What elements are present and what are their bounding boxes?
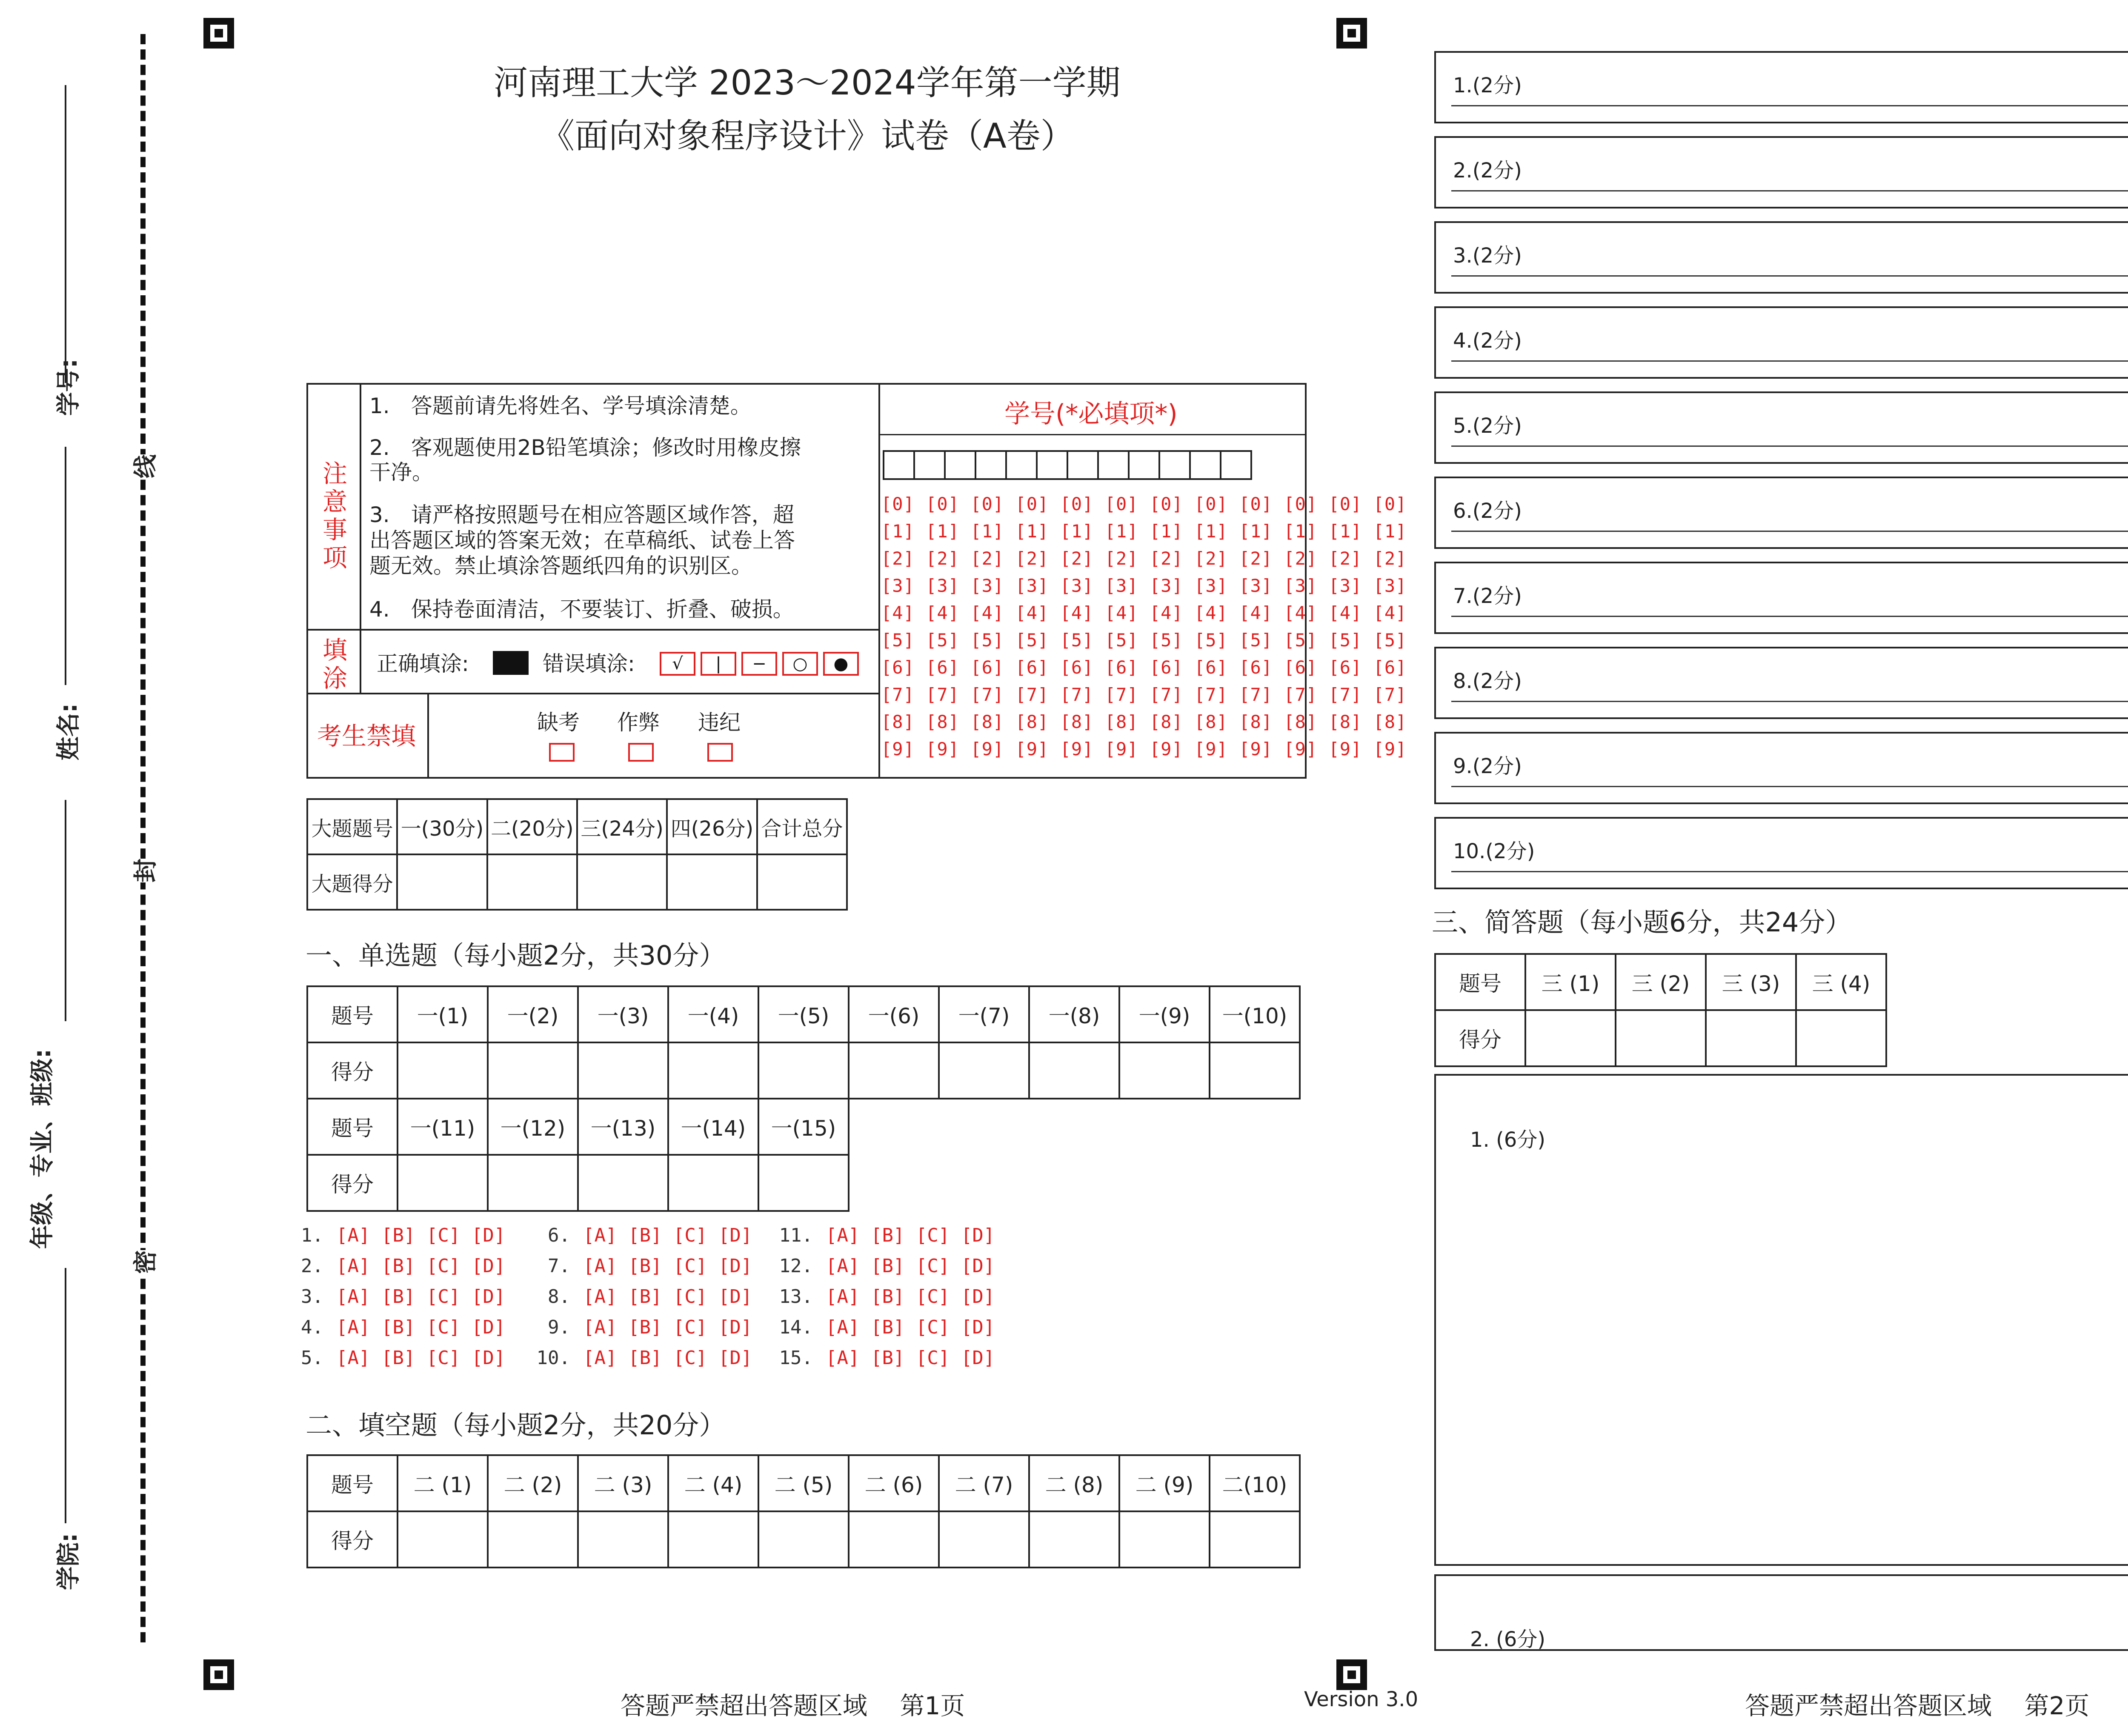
question-number-cell: 一(14) bbox=[668, 1099, 758, 1155]
score-summary-table bbox=[306, 798, 848, 911]
binding-dashed-line bbox=[140, 34, 146, 1642]
section1-score-table bbox=[306, 985, 1301, 1099]
choice-options[interactable]: [A] [B] [C] [D] bbox=[583, 1255, 752, 1277]
score-label-cell: 得分 bbox=[307, 1511, 398, 1568]
choice-item[interactable] bbox=[528, 1286, 752, 1308]
fill-side-label bbox=[320, 636, 350, 692]
choice-number: 15. bbox=[779, 1347, 813, 1369]
choice-options[interactable]: [A] [B] [C] [D] bbox=[826, 1347, 995, 1369]
seal-char-line: 线 bbox=[124, 454, 163, 478]
question-number-cell: 一(2) bbox=[488, 986, 578, 1042]
choice-item[interactable] bbox=[281, 1316, 505, 1338]
student-id-digit-row[interactable]: [9] [9] [9] [9] [9] [9] [9] [9] [9] [9] [9] [9] bbox=[881, 739, 1407, 760]
fill-answer-rule bbox=[1451, 275, 2128, 277]
question-number-cell: 二 (9) bbox=[1119, 1455, 1210, 1511]
question-number-cell: 二 (6) bbox=[849, 1455, 939, 1511]
score-cell[interactable] bbox=[578, 1155, 668, 1211]
summary-header-cell: 三(24分) bbox=[577, 799, 667, 854]
student-id-cell[interactable] bbox=[1097, 450, 1130, 480]
choice-options[interactable]: [A] [B] [C] [D] bbox=[826, 1255, 995, 1277]
choice-number: 14. bbox=[779, 1316, 813, 1338]
choice-number: 12. bbox=[779, 1255, 813, 1277]
section1-score-table-2 bbox=[306, 1098, 849, 1212]
student-id-cell[interactable] bbox=[1036, 450, 1068, 480]
fill-answer-box[interactable] bbox=[1434, 732, 2128, 804]
choice-number: 7. bbox=[548, 1255, 570, 1277]
fill-answer-label: 9.(2分) bbox=[1453, 754, 1522, 778]
cheat-label: 作弊 bbox=[617, 710, 660, 735]
fill-answer-rule bbox=[1451, 701, 2128, 702]
score-cell[interactable] bbox=[1119, 1042, 1210, 1099]
summary-header-cell: 大题题号 bbox=[307, 799, 397, 854]
notice-item-2: 2. 客观题使用2B铅笔填涂；修改时用橡皮擦 bbox=[369, 435, 801, 460]
question-number-cell: 二 (7) bbox=[939, 1455, 1029, 1511]
class-line bbox=[65, 800, 66, 1021]
score-cell[interactable] bbox=[849, 1511, 939, 1568]
absent-label: 缺考 bbox=[537, 710, 580, 735]
score-cell[interactable] bbox=[1706, 1010, 1796, 1066]
summary-score-cell[interactable] bbox=[487, 854, 577, 910]
corner-marker-icon bbox=[203, 1659, 234, 1690]
notice-item-3c: 题无效。禁止填涂答题纸四角的识别区。 bbox=[369, 554, 752, 578]
student-id-rule bbox=[879, 434, 1307, 435]
score-cell[interactable] bbox=[398, 1511, 488, 1568]
question-number-cell: 二 (3) bbox=[578, 1455, 668, 1511]
question-number-cell: 一(8) bbox=[1029, 986, 1119, 1042]
score-cell[interactable] bbox=[1029, 1511, 1119, 1568]
question-number-cell: 二 (2) bbox=[488, 1455, 578, 1511]
question-number-cell: 题号 bbox=[1435, 954, 1525, 1010]
summary-header-cell: 四(26分) bbox=[667, 799, 757, 854]
seal-char-secret: 密 bbox=[124, 1250, 163, 1274]
violation-label: 违纪 bbox=[698, 710, 741, 735]
fill-answer-label: 2.(2分) bbox=[1453, 159, 1522, 183]
student-id-digit-row[interactable]: [1] [1] [1] [1] [1] [1] [1] [1] [1] [1] [1] [1] bbox=[881, 521, 1407, 542]
fill-answer-rule bbox=[1451, 105, 2128, 106]
choice-item[interactable] bbox=[528, 1347, 752, 1369]
question-number-cell: 题号 bbox=[307, 986, 398, 1042]
question-number-cell: 题号 bbox=[307, 1455, 398, 1511]
choice-options[interactable]: [A] [B] [C] [D] bbox=[336, 1347, 506, 1369]
footer-version: Version 3.0 bbox=[1304, 1687, 1419, 1711]
corner-marker-icon bbox=[1336, 18, 1367, 49]
score-cell[interactable] bbox=[398, 1155, 488, 1211]
fill-answer-label: 8.(2分) bbox=[1453, 669, 1522, 693]
question-number-cell: 一(7) bbox=[939, 986, 1029, 1042]
wrong-sample-dash: − bbox=[741, 652, 777, 676]
choice-number: 11. bbox=[779, 1225, 813, 1246]
choice-number: 10. bbox=[536, 1347, 570, 1369]
name-line bbox=[65, 447, 66, 685]
choice-item[interactable] bbox=[770, 1255, 995, 1277]
choice-item[interactable] bbox=[281, 1286, 505, 1308]
fill-answer-box[interactable] bbox=[1434, 647, 2128, 719]
corner-marker-icon bbox=[203, 18, 234, 49]
choice-item[interactable] bbox=[281, 1255, 505, 1277]
question-number-cell: 一(9) bbox=[1119, 986, 1210, 1042]
fill-answer-box[interactable] bbox=[1434, 51, 2128, 123]
question-number-cell: 二 (5) bbox=[758, 1455, 849, 1511]
question-number-cell: 题号 bbox=[307, 1099, 398, 1155]
fill-answer-box[interactable] bbox=[1434, 391, 2128, 464]
score-label-cell: 得分 bbox=[307, 1155, 398, 1211]
fill-answer-label: 1.(2分) bbox=[1453, 74, 1522, 97]
choice-number: 8. bbox=[548, 1286, 570, 1308]
fill-side-label-text: 填 涂 bbox=[322, 636, 347, 693]
student-id-digit-row[interactable]: [6] [6] [6] [6] [6] [6] [6] [6] [6] [6] [6] [6] bbox=[881, 657, 1407, 678]
choice-options[interactable]: [A] [B] [C] [D] bbox=[336, 1286, 506, 1308]
student-id-cell[interactable] bbox=[975, 450, 1007, 480]
fill-answer-box[interactable] bbox=[1434, 817, 2128, 889]
score-cell[interactable] bbox=[1210, 1511, 1300, 1568]
choice-item[interactable] bbox=[528, 1316, 752, 1338]
score-cell[interactable] bbox=[1119, 1511, 1210, 1568]
student-id-digit-row[interactable]: [5] [5] [5] [5] [5] [5] [5] [5] [5] [5] [5] [5] bbox=[881, 630, 1407, 651]
score-cell[interactable] bbox=[578, 1042, 668, 1099]
short-answer-q1-label: 1. (6分) bbox=[1470, 1128, 1546, 1152]
score-cell[interactable] bbox=[1796, 1010, 1886, 1066]
fill-answer-label: 5.(2分) bbox=[1453, 414, 1522, 438]
question-number-cell: 一(15) bbox=[758, 1099, 849, 1155]
question-number-cell: 二(10) bbox=[1210, 1455, 1300, 1511]
college-line bbox=[65, 1268, 66, 1523]
score-cell[interactable] bbox=[668, 1155, 758, 1211]
score-cell[interactable] bbox=[1616, 1010, 1706, 1066]
cheat-checkbox[interactable] bbox=[628, 743, 654, 762]
notice-rule bbox=[306, 629, 879, 631]
choice-number: 1. bbox=[301, 1225, 323, 1246]
correct-fill-sample bbox=[493, 651, 529, 675]
fill-answer-label: 6.(2分) bbox=[1453, 499, 1522, 523]
score-cell[interactable] bbox=[1525, 1010, 1616, 1066]
score-cell[interactable] bbox=[398, 1042, 488, 1099]
exam-title: 河南理工大学 2023～2024学年第一学期 bbox=[494, 63, 1121, 103]
short-answer-q2-box[interactable] bbox=[1434, 1574, 2128, 1651]
question-number-cell: 一(6) bbox=[849, 986, 939, 1042]
summary-header-cell: 合计总分 bbox=[757, 799, 847, 854]
wrong-sample-dot: ● bbox=[823, 652, 859, 676]
violation-checkbox[interactable] bbox=[707, 743, 733, 762]
question-number-cell: 二 (8) bbox=[1029, 1455, 1119, 1511]
notice-item-3b: 出答题区域的答案无效；在草稿纸、试卷上答 bbox=[369, 528, 795, 553]
wrong-fill-label: 错误填涂: bbox=[543, 651, 635, 676]
notice-side-label bbox=[320, 460, 350, 572]
question-number-cell: 一(10) bbox=[1210, 986, 1300, 1042]
choice-number: 5. bbox=[301, 1347, 323, 1369]
fill-answer-rule bbox=[1451, 445, 2128, 447]
choice-options[interactable]: [A] [B] [C] [D] bbox=[583, 1316, 752, 1338]
student-id-digit-row[interactable]: [4] [4] [4] [4] [4] [4] [4] [4] [4] [4] [4] [4] bbox=[881, 602, 1407, 623]
choice-item[interactable] bbox=[770, 1225, 995, 1246]
choice-options[interactable]: [A] [B] [C] [D] bbox=[336, 1255, 506, 1277]
student-id-digit-row[interactable]: [7] [7] [7] [7] [7] [7] [7] [7] [7] [7] [7] [7] bbox=[881, 684, 1407, 705]
summary-score-label: 大题得分 bbox=[307, 854, 397, 910]
choice-options[interactable]: [A] [B] [C] [D] bbox=[583, 1286, 752, 1308]
student-id-digit-row[interactable]: [2] [2] [2] [2] [2] [2] [2] [2] [2] [2] [2] [2] bbox=[881, 548, 1407, 569]
fill-answer-box[interactable] bbox=[1434, 136, 2128, 208]
choice-options[interactable]: [A] [B] [C] [D] bbox=[336, 1316, 506, 1338]
student-id-cell[interactable] bbox=[883, 450, 915, 480]
score-label-cell: 得分 bbox=[307, 1042, 398, 1099]
score-cell[interactable] bbox=[668, 1511, 758, 1568]
choice-item[interactable] bbox=[528, 1225, 752, 1246]
student-id-cell[interactable] bbox=[1220, 450, 1252, 480]
choice-options[interactable]: [A] [B] [C] [D] bbox=[826, 1286, 995, 1308]
choice-number: 4. bbox=[301, 1316, 323, 1338]
student-id-line bbox=[65, 85, 66, 383]
score-cell[interactable] bbox=[578, 1511, 668, 1568]
student-id-cell[interactable] bbox=[944, 450, 976, 480]
notice-item-4: 4. 保持卷面清洁，不要装订、折叠、破损。 bbox=[369, 597, 794, 622]
corner-marker-icon bbox=[1336, 1659, 1367, 1690]
fill-answer-label: 3.(2分) bbox=[1453, 244, 1522, 268]
question-number-cell: 三 (1) bbox=[1525, 954, 1616, 1010]
student-id-cell[interactable] bbox=[1158, 450, 1191, 480]
score-cell[interactable] bbox=[849, 1042, 939, 1099]
fill-answer-rule bbox=[1451, 190, 2128, 191]
choice-options[interactable]: [A] [B] [C] [D] bbox=[336, 1225, 506, 1246]
score-cell[interactable] bbox=[758, 1155, 849, 1211]
student-id-cell[interactable] bbox=[1189, 450, 1221, 480]
score-cell[interactable] bbox=[668, 1042, 758, 1099]
score-cell[interactable] bbox=[939, 1511, 1029, 1568]
score-cell[interactable] bbox=[758, 1042, 849, 1099]
question-number-cell: 三 (2) bbox=[1616, 954, 1706, 1010]
score-cell[interactable] bbox=[488, 1042, 578, 1099]
fill-answer-label: 10.(2分) bbox=[1453, 839, 1535, 863]
choice-number: 3. bbox=[301, 1286, 323, 1308]
student-id-cell[interactable] bbox=[913, 450, 946, 480]
wrong-sample-circle: ○ bbox=[782, 652, 818, 676]
wrong-sample-bar: | bbox=[701, 652, 736, 676]
section2-score-table bbox=[306, 1454, 1301, 1568]
notice-item-2b: 干净。 bbox=[369, 460, 433, 485]
fill-answer-rule bbox=[1451, 786, 2128, 787]
question-number-cell: 二 (4) bbox=[668, 1455, 758, 1511]
score-cell[interactable] bbox=[939, 1042, 1029, 1099]
notice-label-divider bbox=[360, 383, 361, 694]
binding-label-student-id: 学号: bbox=[55, 358, 83, 416]
correct-fill-label: 正确填涂: bbox=[377, 651, 469, 676]
student-id-digit-row[interactable]: [3] [3] [3] [3] [3] [3] [3] [3] [3] [3] [3] [3] bbox=[881, 575, 1407, 596]
fill-answer-label: 7.(2分) bbox=[1453, 584, 1522, 608]
score-label-cell: 得分 bbox=[1435, 1010, 1525, 1066]
choice-item[interactable] bbox=[770, 1286, 995, 1308]
choice-options[interactable]: [A] [B] [C] [D] bbox=[826, 1225, 995, 1246]
fill-answer-label: 4.(2分) bbox=[1453, 329, 1522, 353]
summary-header-cell: 二(20分) bbox=[487, 799, 577, 854]
choice-item[interactable] bbox=[770, 1316, 995, 1338]
wrong-sample-check: √ bbox=[660, 652, 695, 676]
choice-item[interactable] bbox=[770, 1347, 995, 1369]
fill-answer-rule bbox=[1451, 360, 2128, 362]
question-number-cell: 一(11) bbox=[398, 1099, 488, 1155]
student-id-cell[interactable] bbox=[1005, 450, 1038, 480]
choice-item[interactable] bbox=[281, 1347, 505, 1369]
fill-answer-rule bbox=[1451, 871, 2128, 872]
fill-answer-box[interactable] bbox=[1434, 477, 2128, 549]
question-number-cell: 一(4) bbox=[668, 986, 758, 1042]
fill-answer-box[interactable] bbox=[1434, 562, 2128, 634]
binding-label-class: 年级、专业、班级: bbox=[29, 1048, 57, 1249]
forbidden-label: 考生禁填 bbox=[317, 722, 416, 751]
binding-label-college: 学院: bbox=[55, 1533, 83, 1590]
score-cell[interactable] bbox=[488, 1511, 578, 1568]
score-cell[interactable] bbox=[758, 1511, 849, 1568]
choice-options[interactable]: [A] [B] [C] [D] bbox=[826, 1316, 995, 1338]
fill-answer-rule bbox=[1451, 531, 2128, 532]
score-cell[interactable] bbox=[488, 1155, 578, 1211]
absent-checkbox[interactable] bbox=[549, 743, 575, 762]
choice-number: 2. bbox=[301, 1255, 323, 1277]
question-number-cell: 一(3) bbox=[578, 986, 668, 1042]
choice-item[interactable] bbox=[281, 1225, 505, 1246]
question-number-cell: 二 (1) bbox=[398, 1455, 488, 1511]
student-id-digit-row[interactable]: [8] [8] [8] [8] [8] [8] [8] [8] [8] [8] [8] [8] bbox=[881, 711, 1407, 732]
choice-options[interactable]: [A] [B] [C] [D] bbox=[583, 1347, 752, 1369]
question-number-cell: 一(12) bbox=[488, 1099, 578, 1155]
student-id-title: 学号(*必填项*) bbox=[1004, 399, 1178, 429]
choice-number: 9. bbox=[548, 1316, 570, 1338]
summary-score-cell[interactable] bbox=[757, 854, 847, 910]
binding-label-name: 姓名: bbox=[55, 703, 83, 761]
question-number-cell: 一(1) bbox=[398, 986, 488, 1042]
notice-divider bbox=[878, 383, 880, 779]
fill-answer-box[interactable] bbox=[1434, 306, 2128, 379]
fill-answer-box[interactable] bbox=[1434, 221, 2128, 294]
fill-answer-rule bbox=[1451, 616, 2128, 617]
notice-side-label-text: 注 意 事 项 bbox=[322, 459, 347, 572]
short-answer-q1-box[interactable] bbox=[1434, 1074, 2128, 1566]
student-id-cell[interactable] bbox=[1067, 450, 1099, 480]
question-number-cell: 一(13) bbox=[578, 1099, 668, 1155]
summary-score-cell[interactable] bbox=[577, 854, 667, 910]
score-cell[interactable] bbox=[1210, 1042, 1300, 1099]
exam-subtitle: 《面向对象程序设计》试卷（A卷） bbox=[541, 116, 1075, 156]
summary-score-cell[interactable] bbox=[667, 854, 757, 910]
footer-page1: 答题严禁超出答题区域 第1页 bbox=[621, 1691, 965, 1720]
summary-header-cell: 一(30分) bbox=[397, 799, 487, 854]
section1-title: 一、单选题（每小题2分，共30分） bbox=[306, 940, 726, 971]
question-number-cell: 三 (3) bbox=[1706, 954, 1796, 1010]
student-id-digit-row[interactable]: [0] [0] [0] [0] [0] [0] [0] [0] [0] [0] [0] [0] bbox=[881, 494, 1407, 514]
question-number-cell: 三 (4) bbox=[1796, 954, 1886, 1010]
section3-title: 三、简答题（每小题6分，共24分） bbox=[1432, 907, 1852, 938]
notice-item-1: 1. 答题前请先将姓名、学号填涂清楚。 bbox=[369, 394, 752, 418]
section3-score-table bbox=[1434, 953, 1887, 1067]
footer-page2: 答题严禁超出答题区域 第2页 bbox=[1745, 1691, 2090, 1720]
section2-title: 二、填空题（每小题2分，共20分） bbox=[306, 1410, 726, 1441]
forbidden-divider bbox=[427, 694, 429, 779]
summary-score-cell[interactable] bbox=[397, 854, 487, 910]
student-id-cell[interactable] bbox=[1128, 450, 1160, 480]
choice-number: 13. bbox=[779, 1286, 813, 1308]
seal-char-seal: 封 bbox=[124, 859, 163, 882]
notice-item-3: 3. 请严格按照题号在相应答题区域作答，超 bbox=[369, 503, 794, 527]
choice-item[interactable] bbox=[528, 1255, 752, 1277]
choice-number: 6. bbox=[548, 1225, 570, 1246]
choice-options[interactable]: [A] [B] [C] [D] bbox=[583, 1225, 752, 1246]
short-answer-q2-label: 2. (6分) bbox=[1470, 1628, 1546, 1651]
question-number-cell: 一(5) bbox=[758, 986, 849, 1042]
student-id-cells[interactable] bbox=[884, 450, 1252, 480]
notice-rule bbox=[306, 693, 879, 694]
score-cell[interactable] bbox=[1029, 1042, 1119, 1099]
